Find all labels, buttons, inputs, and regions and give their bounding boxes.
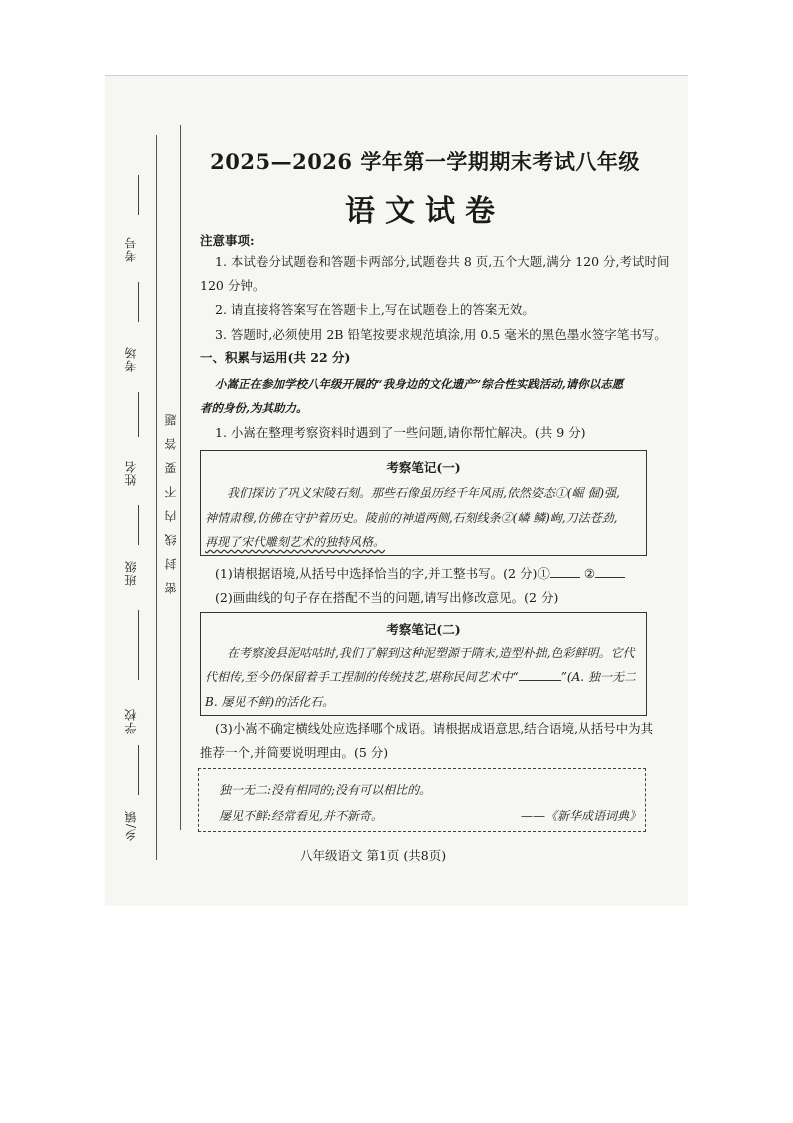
answer-blank-2[interactable]	[595, 566, 625, 578]
notice-item-1-line-2: 120 分钟。	[200, 278, 266, 293]
question-1-3-line-2: 推荐一个,并简要说明理由。(5 分)	[200, 745, 389, 760]
section-1-intro-line-1: 小嵩正在参加学校八年级开展的“我身边的文化遗产”综合性实践活动,请你以志愿	[215, 377, 624, 391]
note-2-line-2-b: ”(A. 独一无二	[560, 670, 636, 684]
notice-item-3: 3. 答题时,必须使用 2B 铅笔按要求规范填涂,用 0.5 毫米的黑色墨水签字笔书写。	[215, 327, 667, 342]
question-1-1-mark-2: ②	[583, 566, 596, 581]
section-1-intro-line-2: 者的身份,为其助力。	[200, 401, 308, 415]
note-box-1	[200, 450, 647, 556]
idiom-blank	[519, 669, 561, 681]
seal-line-left	[156, 135, 157, 860]
note-1-line-1: 我们探访了巩义宋陵石刻。那些石像虽历经千年风雨,依然姿态①(崛 倔)强,	[227, 486, 620, 500]
margin-label-exam-room: 考场	[124, 346, 138, 372]
question-1-2: (2)画曲线的句子存在搭配不当的问题,请写出修改意见。(2 分)	[215, 590, 559, 605]
notice-heading: 注意事项:	[200, 233, 255, 248]
margin-label-name: 姓名	[124, 460, 138, 486]
exam-title-main: 语文试卷	[345, 194, 505, 229]
dictionary-entry-1: 独一无二:没有相同的;没有可以相比的。	[219, 783, 432, 797]
question-1-1	[215, 566, 625, 582]
question-1-3-line-1: (3)小嵩不确定横线处应选择哪个成语。请根据成语意思,结合语境,从括号中为其	[215, 721, 654, 736]
margin-line-name	[138, 392, 139, 437]
page-footer: 八年级语文 第1页 (共8页)	[300, 848, 447, 863]
margin-label-class: 班级	[124, 560, 138, 586]
dictionary-source: ——《新华成语词典》	[520, 809, 641, 823]
exam-title-year: 2025—2026 学年第一学期期末考试八年级	[210, 149, 640, 174]
note-2-line-2	[205, 668, 636, 685]
margin-label-town: 乡/镇	[124, 810, 138, 842]
note-box-2	[200, 612, 647, 716]
question-1: 1. 小嵩在整理考察资料时遇到了一些问题,请你帮忙解决。(共 9 分)	[215, 425, 586, 440]
margin-line-exam-room	[138, 282, 139, 322]
question-1-1-text: (1)请根据语境,从括号中选择恰当的字,并工整书写。(2 分)①	[215, 566, 550, 581]
note-1-title: 考察笔记(一)	[386, 460, 461, 475]
note-2-line-1: 在考察浚县泥咕咕时,我们了解到这种泥塑源于隋末,造型朴拙,色彩鲜明。它代	[227, 646, 635, 660]
margin-line-class	[138, 505, 139, 545]
notice-item-1-line-1: 1. 本试卷分试题卷和答题卡两部分,试题卷共 8 页,五个大题,满分 120 分,考试时间	[215, 254, 670, 269]
note-1-line-2: 神情肃穆,仿佛在守护着历史。陵前的神道两侧,石刻线条②(嶙 鳞)峋,刀法苍劲,	[205, 511, 618, 525]
margin-label-school: 学校	[124, 708, 138, 734]
dictionary-entry-2: 屡见不鲜:经常看见,并不新奇。	[219, 809, 383, 823]
note-1-line-3: 再现了宋代雕刻艺术的独特风格。	[205, 535, 386, 549]
margin-line-town	[138, 745, 139, 795]
section-1-heading: 一、积累与运用(共 22 分)	[200, 350, 351, 365]
margin-label-exam-no: 考号	[124, 236, 138, 262]
seal-line-right	[180, 125, 181, 830]
notice-item-2: 2. 请直接将答案写在答题卡上,写在试题卷上的答案无效。	[215, 302, 535, 317]
note-2-line-2-a: 代相传,至今仍保留着手工捏制的传统技艺,堪称民间艺术中“	[205, 670, 519, 684]
margin-line-exam-no	[138, 175, 139, 215]
seal-notice: 密封线内不要答题	[164, 402, 178, 594]
margin-line-school	[138, 610, 139, 680]
answer-blank-1[interactable]	[550, 566, 580, 578]
note-2-line-3: B. 屡见不鲜)的活化石。	[205, 695, 335, 709]
dictionary-box	[198, 768, 646, 832]
note-2-title: 考察笔记(二)	[386, 622, 461, 637]
